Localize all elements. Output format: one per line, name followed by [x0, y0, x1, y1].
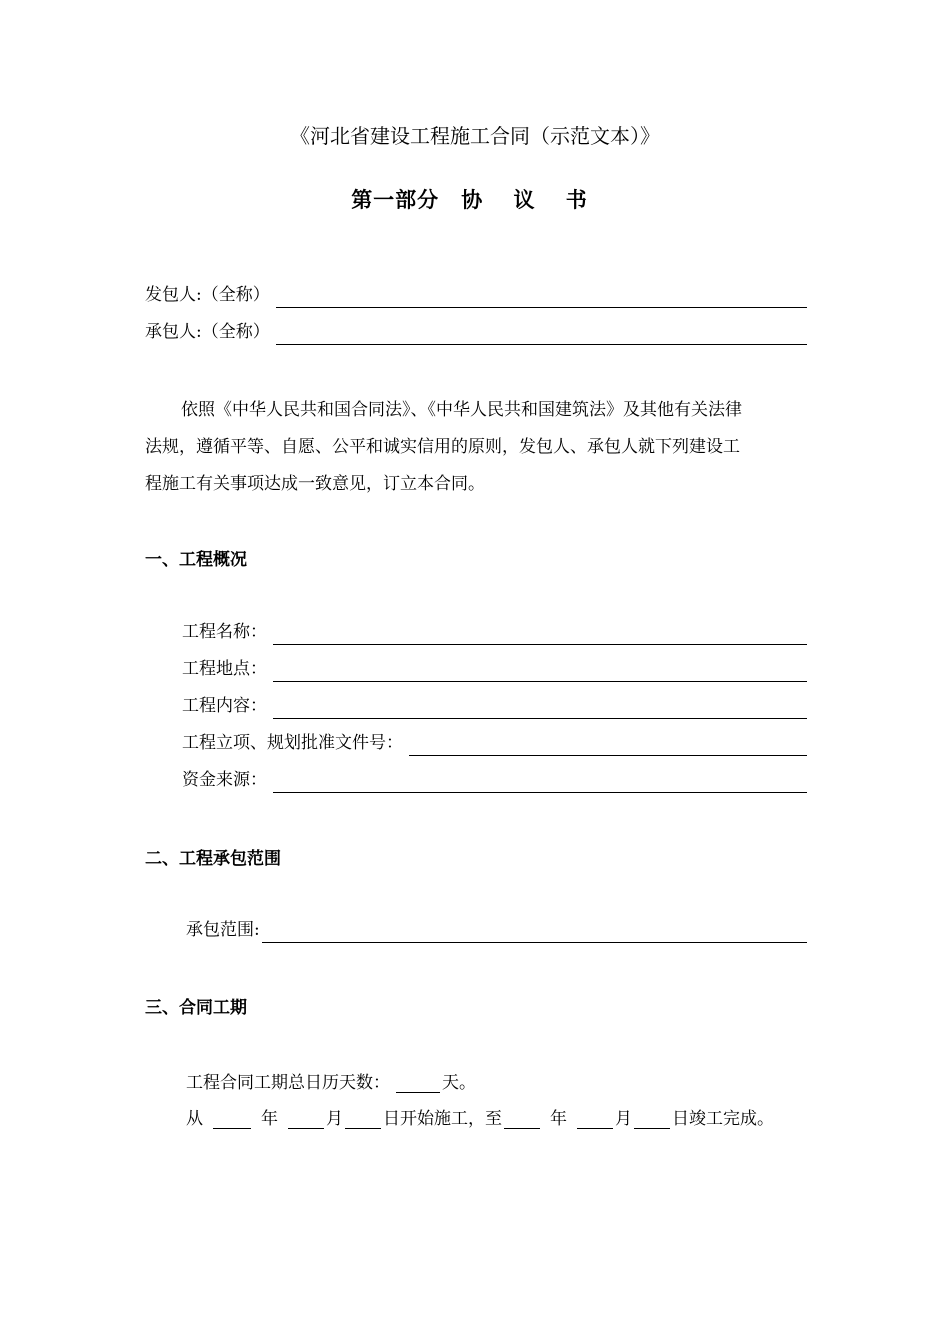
contractor-label: 承包人:（全称）: [145, 322, 270, 342]
contractor-row: [145, 319, 807, 345]
end-day-field[interactable]: [634, 1110, 670, 1129]
funding-source-field[interactable]: [273, 770, 807, 793]
employer-name-field[interactable]: [276, 285, 807, 308]
from-label: 从: [186, 1109, 203, 1129]
total-days-prefix: 工程合同工期总日历天数：: [186, 1073, 390, 1093]
funding-source-row: [182, 767, 807, 793]
period-line: [186, 1104, 774, 1129]
total-days-line: [186, 1068, 476, 1093]
project-content-row: [182, 693, 807, 719]
end-year-field[interactable]: [504, 1110, 540, 1129]
preamble: [145, 392, 807, 503]
preamble-line-1: 依照《中华人民共和国合同法》、《中华人民共和国建筑法》及其他有关法律: [181, 400, 742, 420]
part-name: 协 议 书: [461, 188, 599, 212]
project-content-field[interactable]: [273, 696, 807, 719]
month-label: 月: [615, 1109, 632, 1129]
preamble-line-3: 程施工有关事项达成一致意见，订立本合同。: [145, 474, 485, 494]
field-label: 工程地点：: [182, 659, 267, 679]
year-label: 年: [550, 1109, 567, 1129]
part-title: [0, 184, 950, 214]
section-1-heading: 一、工程概况: [145, 550, 247, 570]
start-year-field[interactable]: [213, 1110, 251, 1129]
total-days-field[interactable]: [396, 1074, 440, 1093]
section-3-heading: 三、合同工期: [145, 998, 247, 1018]
scope-label: 承包范围:: [186, 920, 260, 940]
document-title: 《河北省建设工程施工合同（示范文本）》: [290, 124, 660, 148]
field-label: 工程名称：: [182, 622, 267, 642]
field-label: 资金来源：: [182, 770, 267, 790]
start-day-field[interactable]: [345, 1110, 381, 1129]
employer-label: 发包人:（全称）: [145, 285, 270, 305]
scope-row: [186, 917, 807, 943]
month-label: 月: [326, 1109, 343, 1129]
project-name-row: [182, 619, 807, 645]
project-name-field[interactable]: [273, 622, 807, 645]
total-days-suffix: 天。: [442, 1073, 476, 1093]
section-2-heading: 二、工程承包范围: [145, 849, 281, 869]
preamble-line-2: 法规，遵循平等、自愿、公平和诚实信用的原则，发包人、承包人就下列建设工: [145, 437, 740, 457]
end-month-field[interactable]: [577, 1110, 613, 1129]
start-month-field[interactable]: [288, 1110, 324, 1129]
project-location-field[interactable]: [273, 659, 807, 682]
employer-row: [145, 282, 807, 308]
field-label: 工程内容：: [182, 696, 267, 716]
scope-field[interactable]: [262, 920, 807, 943]
start-text: 日开始施工，至: [383, 1109, 502, 1129]
end-text: 日竣工完成。: [672, 1109, 774, 1129]
approval-doc-row: [182, 730, 807, 756]
part-label: 第一部分: [351, 188, 440, 212]
contractor-name-field[interactable]: [276, 322, 807, 345]
approval-doc-number-field[interactable]: [409, 733, 807, 756]
field-label: 工程立项、规划批准文件号：: [182, 733, 403, 753]
year-label: 年: [261, 1109, 278, 1129]
project-location-row: [182, 656, 807, 682]
